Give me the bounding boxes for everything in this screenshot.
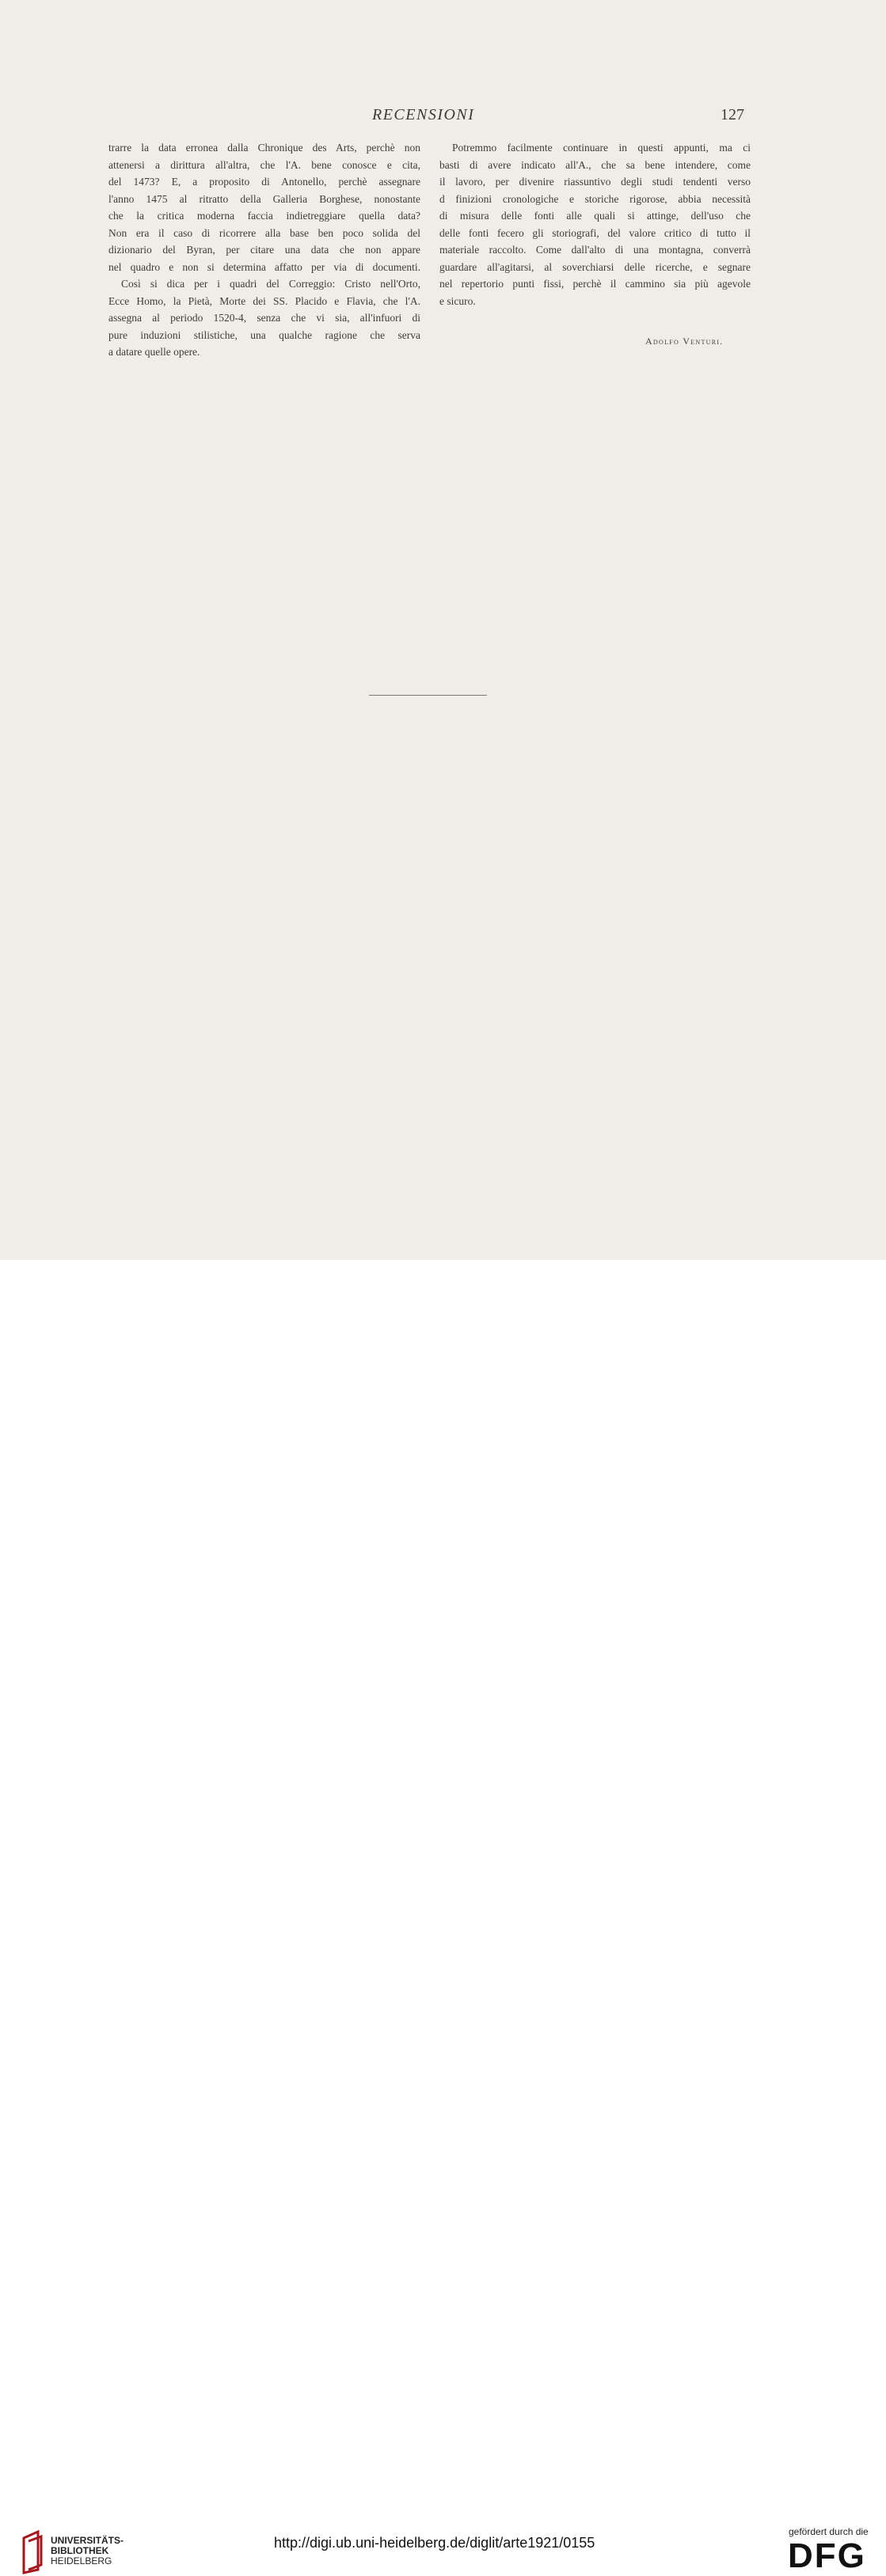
logo-line: HEIDELBERG	[51, 2555, 112, 2567]
text-line: del 1473? E, a proposito di Antonello, perchè assegnare	[108, 176, 420, 188]
text-line: guardare all'agitarsi, al soverchiarsi delle ricerche, e segnare	[439, 260, 751, 273]
document-page	[0, 0, 886, 1260]
text-line: Così si dica per i quadri del Correggio: Cristo nell'Orto,	[121, 278, 420, 290]
text-line: basti di avere indicato all'A., che sa bene intendere, come	[439, 158, 751, 171]
text-line: dizionario del Byran, per citare una data che non appare	[108, 244, 420, 256]
library-logo-icon	[21, 2530, 44, 2574]
text-line: trarre la data erronea dalla Chronique des Arts, perchè non	[108, 142, 420, 154]
left-column	[108, 139, 420, 361]
running-title: RECENSIONI	[372, 106, 475, 123]
text-line: l'anno 1475 al ritratto della Galleria Borghese, nonostante	[108, 192, 420, 205]
dfg-logo: DFG	[788, 2536, 866, 2575]
author-signature: Adolfo Venturi.	[645, 336, 724, 347]
text-line: Non era il caso di ricorrere alla base ben poco solida del	[108, 226, 420, 239]
text-line: pure induzioni stilistiche, una qualche ragione che serva	[108, 328, 420, 341]
page-number: 127	[721, 106, 744, 123]
text-line: Ecce Homo, la Pietà, Morte dei SS. Placido e Flavia, che l'A.	[108, 294, 420, 307]
text-line: e sicuro.	[439, 294, 476, 307]
section-divider	[369, 695, 487, 696]
text-line: a datare quelle opere.	[108, 346, 200, 358]
text-line: delle fonti fecero gli storiografi, del valore critico di tutto il	[439, 226, 751, 239]
text-line: di misura delle fonti alle quali si attinge, dell'uso che	[439, 210, 751, 222]
text-line: nel quadro e non si determina affatto per via di documenti.	[108, 260, 420, 273]
text-line: il lavoro, per divenire riassuntivo degli studi tendenti verso	[439, 176, 751, 188]
text-line: Potremmo facilmente continuare in questi appunti, ma ci	[452, 142, 751, 154]
text-line: assegna al periodo 1520-4, senza che vi sia, all'infuori di	[108, 312, 420, 324]
permalink-url[interactable]: http://digi.ub.uni-heidelberg.de/diglit/arte1921/0155	[274, 2535, 595, 2551]
logo-line: BIBLIOTHEK	[51, 2545, 109, 2556]
right-column	[439, 139, 751, 309]
footer-bar	[0, 1260, 886, 2575]
text-line: d finizioni cronologiche e storiche rigorose, abbia necessità	[439, 192, 751, 205]
text-line: attenersi a dirittura all'altra, che l'A. bene conosce e cita,	[108, 158, 420, 171]
library-logo-text	[51, 2536, 124, 2567]
logo-line: UNIVERSITÄTS-	[51, 2535, 124, 2546]
text-line: che la critica moderna faccia indietreggiare quella data?	[108, 210, 420, 222]
text-line: nel repertorio punti fissi, perchè il cammino sia più agevole	[439, 278, 751, 290]
text-line: materiale raccolto. Come dall'alto di una montagna, converrà	[439, 244, 751, 256]
funding-text: gefördert durch die	[789, 2526, 869, 2537]
